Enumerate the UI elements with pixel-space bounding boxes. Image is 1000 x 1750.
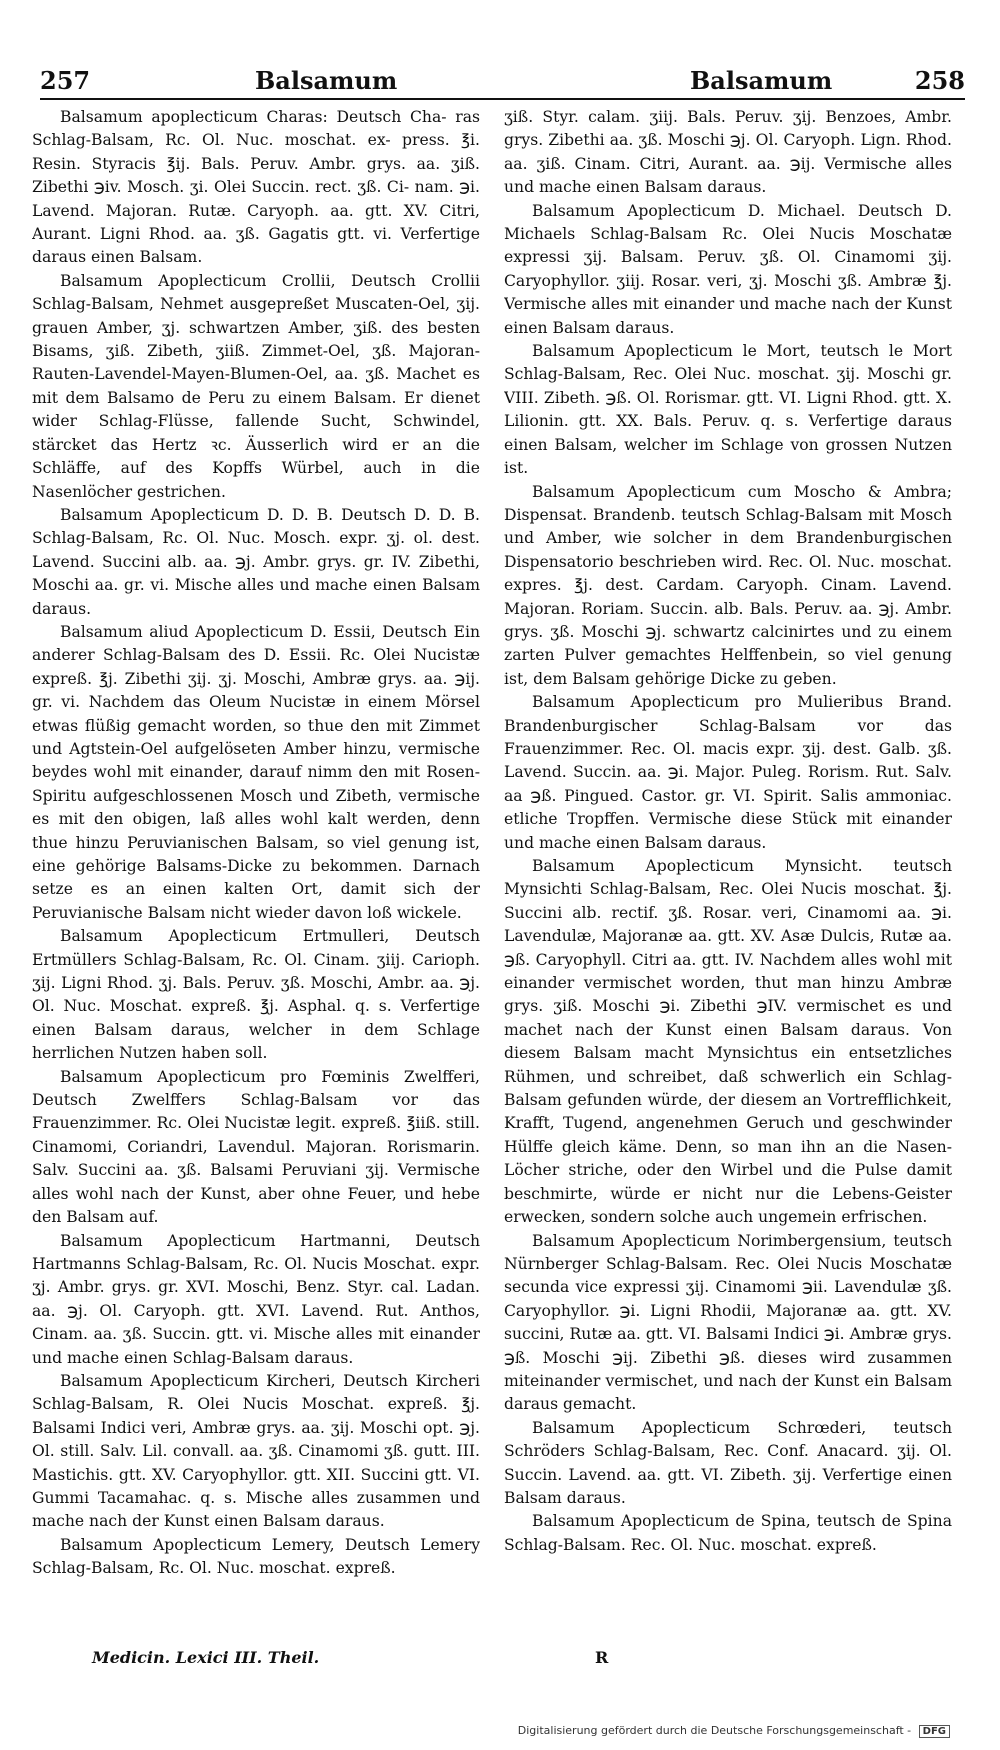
- entry-paragraph: Balsamum Apoplecticum pro Mulieribus Brand. Brandenburgischer Schlag-Balsam vor das Frauenzimmer. Rec. Ol. macis expr. ʒij. dest. Galb. ʒß. Lavend. Succin. aa. ℈i. Major. Puleg. Rorism. Rut. Salv. aa ℈ß. Pingued. Castor. gr. VI. Spirit. Salis ammoniac. etliche Tropffen. Vermische diese Stück mit einander und mache einen Balsam daraus.: [504, 693, 952, 852]
- entry-paragraph: Balsamum Apoplecticum D. Michael. Deutsch D. Michaels Schlag-Balsam Rc. Olei Nucis Moschatæ expressi ʒij. Balsam. Peruv. ʒß. Ol. Cinamomi ʒij. Caryophyllor. ʒiij. Rosar. veri, ʒj. Moschi ʒß. Ambræ ℥j. Vermische alles mit einander und mache nach der Kunst einen Balsam daraus.: [504, 201, 952, 337]
- running-head-right: Balsamum: [690, 66, 833, 95]
- page-number-right: 258: [914, 66, 965, 95]
- signature-mark: R: [595, 1648, 609, 1667]
- signature-line: [32, 1648, 962, 1676]
- left-text-column: [32, 106, 480, 1684]
- entry-paragraph: Balsamum Apoplecticum Crollii, Deutsch Crollii Schlag-Balsam, Nehmet ausgepreßet Muscaten-Oel, ʒij. grauen Amber, ʒj. schwartzen Amber, ʒiß. des besten Bisams, ʒiß. Zibeth, ʒiiß. Zimmet-Oel, ʒß. Majoran-Rauten-Lavendel-Mayen-Blumen-Oel, aa. ʒß. Machet es mit dem Balsamo de Peru zu einem Balsam. Er dienet wider Schlag-Flüsse, fallende Sucht, Schwindel, stärcket das Hertz ꝛc. Äusserlich wird er an die Schläffe, auf des Kopffs Würbel, auch in die Nasenlöcher gestrichen.: [32, 271, 480, 501]
- page-header: [40, 58, 965, 100]
- entry-paragraph: Balsamum apoplecticum Charas: Deutsch Cha- ras Schlag-Balsam, Rc. Ol. Nuc. moschat. ex- press. ℥i. Resin. Styracis ℥ij. Bals. Peruv. Ambr. grys. aa. ʒiß. Zibethi ℈iv. Mosch. ʒi. Olei Succin. rect. ʒß. Ci- nam. ℈i. Lavend. Majoran. Rutæ. Caryoph. aa. gtt. XV. Citri, Aurant. Ligni Rhod. aa. ʒß. Gagatis gtt. vi. Verfertige daraus einen Balsam.: [32, 108, 480, 267]
- entry-paragraph: Balsamum Apoplecticum D. D. B. Deutsch D. D. B. Schlag-Balsam, Rc. Ol. Nuc. Mosch. expr. ʒj. ol. dest. Lavend. Succini alb. aa. ℈j. Ambr. grys. gr. IV. Zibethi, Moschi aa. gr. vi. Mische alles und mache einen Balsam daraus.: [32, 505, 480, 618]
- entry-paragraph: Balsamum Apoplecticum Mynsicht. teutsch Mynsichti Schlag-Balsam, Rec. Olei Nucis moschat. ℥j. Succini alb. rectif. ʒß. Rosar. veri, Cinamomi aa. ℈i. Lavendulæ, Majoranæ aa. gtt. XV. Asæ Dulcis, Rutæ aa. ℈ß. Caryophyll. Citri aa. gtt. IV. Nachdem alles wohl mit einander vermischet worden, thut man hinzu Ambræ grys. ʒiß. Moschi ℈i. Zibethi ℈IV. vermischet es und machet nach der Kunst einen Balsam daraus. Von diesem Balsam macht Mynsichtus ein entsetzliches Rühmen, und schreibet, daß schwerlich ein Schlag-Balsam gefunden würde, der diesem an Vortrefflichkeit, Krafft, Tugend, angenehmen Geruch und geschwinder Hülffe gleich käme. Denn, so man ihn an die Nasen-Löcher striche, oder den Wirbel und die Pulse damit beschmirte, würde er nicht nur die Lebens-Geister erwecken, sondern solche auch ungemein erfrischen.: [504, 857, 952, 1227]
- entry-paragraph: Balsamum Apoplecticum Norimbergensium, teutsch Nürnberger Schlag-Balsam. Rec. Olei Nucis Moschatæ secunda vice expressi ʒij. Cinamomi ℈ii. Lavendulæ ʒß. Caryophyllor. ℈i. Ligni Rhodii, Majoranæ aa. gtt. XV. succini, Rutæ aa. gtt. VI. Balsami Indici ℈i. Ambræ grys. ℈ß. Moschi ℈ij. Zibethi ℈ß. dieses wird zusammen miteinander vermischet, und nach der Kunst ein Balsam daraus gemacht.: [504, 1231, 952, 1414]
- entry-paragraph: Balsamum Apoplecticum Lemery, Deutsch Lemery Schlag-Balsam, Rc. Ol. Nuc. moschat. expreß.: [32, 1535, 480, 1578]
- volume-footnote: Medicin. Lexici III. Theil.: [92, 1648, 320, 1667]
- credit-text: Digitalisierung gefördert durch die Deutsche Forschungsgemeinschaft -: [517, 1724, 912, 1737]
- entry-paragraph: Balsamum Apoplecticum cum Moscho & Ambra; Dispensat. Brandenb. teutsch Schlag-Balsam mit Mosch und Amber, wie solcher in dem Brandenburgischen Dispensatorio beschrieben wird. Rec. Ol. Nuc. moschat. expres. ℥j. dest. Cardam. Caryoph. Cinam. Lavend. Majoran. Roriam. Succin. alb. Bals. Peruv. aa. ℈j. Ambr. grys. ʒß. Moschi ℈j. schwartz calcinirtes und zu einem zarten Pulver gemachtes Helffenbein, so viel genung ist, dem Balsam gehörige Dicke zu geben.: [504, 482, 952, 688]
- dfg-logo: DFG: [919, 1725, 950, 1738]
- entry-paragraph: Balsamum Apoplecticum Ertmulleri, Deutsch Ertmüllers Schlag-Balsam, Rc. Ol. Cinam. ʒiij. Carioph. ʒij. Ligni Rhod. ʒj. Bals. Peruv. ʒß. Moschi, Ambr. aa. ℈j. Ol. Nuc. Moschat. expreß. ℥j. Asphal. q. s. Verfertige einen Balsam daraus, welcher in dem Schlage herrlichen Nutzen haben soll.: [32, 927, 480, 1063]
- entry-paragraph: ʒiß. Styr. calam. ʒiij. Bals. Peruv. ʒij. Benzoes, Ambr. grys. Zibethi aa. ʒß. Moschi ℈j. Ol. Caryoph. Lign. Rhod. aa. ʒiß. Cinam. Citri, Aurant. aa. ℈ij. Vermische alles und mache einen Balsam daraus.: [504, 108, 952, 197]
- entry-paragraph: Balsamum aliud Apoplecticum D. Essii, Deutsch Ein anderer Schlag-Balsam des D. Essii. Rc. Olei Nucistæ expreß. ℥j. Zibethi ʒij. ʒj. Moschi, Ambræ grys. aa. ℈ij. gr. vi. Nachdem das Oleum Nucistæ in einem Mörsel etwas flüßig gemacht worden, so thue den mit Zimmet und Agtstein-Oel aufgelöseten Amber hinzu, vermische beydes wohl mit einander, darauf nimm den mit Rosen-Spiritu aufgeschlossenen Mosch und Zibeth, vermische es mit den obigen, laß alles wohl kalt werden, denn thue hinzu Peruvianischen Balsam, so viel genung ist, eine gehörige Balsams-Dicke zu bekommen. Darnach setze es an einen kalten Ort, damit sich der Peruvianische Balsam nicht wieder davon loß wickele.: [32, 622, 480, 922]
- running-head-left: Balsamum: [255, 66, 398, 95]
- entry-paragraph: Balsamum Apoplecticum de Spina, teutsch de Spina Schlag-Balsam. Rec. Ol. Nuc. moschat. expreß.: [504, 1512, 952, 1554]
- entry-paragraph: Balsamum Apoplecticum pro Fœminis Zwelfferi, Deutsch Zwelffers Schlag-Balsam vor das Frauenzimmer. Rc. Olei Nucistæ legit. expreß. ℥iiß. still. Cinamomi, Coriandri, Lavendul. Majoran. Rorismarin. Salv. Succini aa. ʒß. Balsami Peruviani ʒij. Vermische alles wohl nach der Kunst, aber ohne Feuer, und hebe den Balsam auf.: [32, 1067, 480, 1227]
- digitization-credit: [518, 1724, 950, 1738]
- page-number-left: 257: [40, 66, 91, 95]
- right-text-column: [504, 106, 952, 1684]
- entry-paragraph: Balsamum Apoplecticum Schrœderi, teutsch Schröders Schlag-Balsam, Rec. Conf. Anacard. ʒij. Ol. Succin. Lavend. aa. gtt. VI. Zibeth. ʒij. Verfertige einen Balsam daraus.: [504, 1418, 952, 1507]
- entry-paragraph: Balsamum Apoplecticum Kircheri, Deutsch Kircheri Schlag-Balsam, R. Olei Nucis Moschat. expreß. ℥j. Balsami Indici veri, Ambræ grys. aa. ʒij. Moschi opt. ℈j. Ol. still. Salv. Lil. convall. aa. ʒß. Cinamomi ʒß. gutt. III. Mastichis. gtt. XV. Caryophyllor. gtt. XII. Succini gtt. VI. Gummi Tacamahac. q. s. Mische alles zusammen und mache nach der Kunst einen Balsam daraus.: [32, 1371, 480, 1531]
- entry-paragraph: Balsamum Apoplecticum Hartmanni, Deutsch Hartmanns Schlag-Balsam, Rc. Ol. Nucis Moschat. expr. ʒj. Ambr. grys. gr. XVI. Moschi, Benz. Styr. cal. Ladan. aa. ℈j. Ol. Caryoph. gtt. XVI. Lavend. Rut. Anthos, Cinam. aa. ʒß. Succin. gtt. vi. Mische alles mit einander und mache einen Schlag-Balsam daraus.: [32, 1231, 480, 1367]
- entry-paragraph: Balsamum Apoplecticum le Mort, teutsch le Mort Schlag-Balsam, Rec. Olei Nuc. moschat. ʒij. Moschi gr. VIII. Zibeth. ℈ß. Ol. Rorismar. gtt. VI. Ligni Rhod. gtt. X. Lilionin. gtt. XX. Bals. Peruv. q. s. Verfertige daraus einen Balsam, welcher im Schlage von grossen Nutzen ist.: [504, 342, 952, 478]
